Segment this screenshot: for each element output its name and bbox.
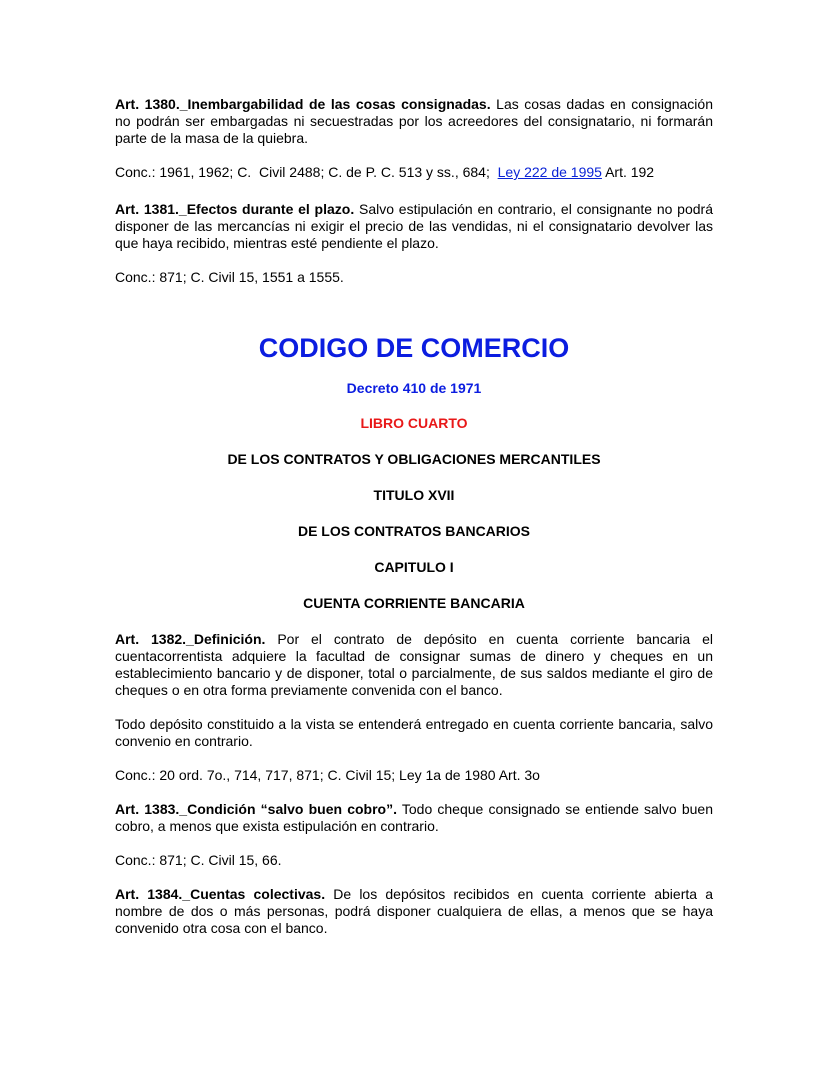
book-heading: LIBRO CUARTO [360, 415, 468, 431]
concordance-text: Conc.: 1961, 1962; C. Civil 2488; C. de P. C. 513 y ss., 684; [115, 164, 498, 180]
article-1380 [115, 96, 713, 147]
article-1380-body: Las cosas dadas en consignación no podrán ser embargadas ni secuestradas por los acreedores del consignatario, ni formarán parte de la masa de la quiebra. [115, 96, 713, 146]
title-number: TITULO XVII [373, 487, 455, 503]
article-1381 [115, 201, 713, 252]
article-1381-title: Art. 1381._Efectos durante el plazo. [115, 201, 355, 217]
article-1382-paragraph-2: Todo depósito constituido a la vista se entenderá entregado en cuenta corriente bancaria, salvo convenio en contrario. [115, 716, 713, 749]
ley-222-link[interactable]: Ley 222 de 1995 [497, 164, 602, 180]
article-1382-title: Art. 1382._Definición. [115, 631, 266, 647]
article-1384-title: Art. 1384._Cuentas colectivas. [115, 886, 326, 902]
article-1380-concordance [115, 164, 713, 181]
article-1384 [115, 886, 713, 937]
document-page [115, 96, 713, 937]
article-1383-body: Todo cheque consignado se entiende salvo buen cobro, a menos que exista estipulación en contrario. [115, 801, 713, 834]
concordance-suffix: Art. 192 [601, 164, 655, 180]
article-1384-body: De los depósitos recibidos en cuenta corriente abierta a nombre de dos o más personas, podrá disponer cualquiera de ellas, a menos que se haya convenido otra cosa con el banco. [115, 886, 713, 936]
article-1380-title: Art. 1380._Inembargabilidad de las cosas consignadas. [115, 96, 491, 112]
chapter-number: CAPITULO I [374, 559, 454, 575]
article-1382-body: Por el contrato de depósito en cuenta corriente bancaria el cuentacorrentista adquiere la facultad de consignar sumas de dinero y cheques en un establecimiento bancario y de disponer, total o parcialmente, de sus saldos mediante el giro de cheques o en otra forma previamente convenida con el banco. [115, 631, 713, 698]
article-1383-title: Art. 1383._Condición “salvo buen cobro”. [115, 801, 397, 817]
decree-subtitle: Decreto 410 de 1971 [346, 380, 482, 396]
article-1383-concordance: Conc.: 871; C. Civil 15, 66. [115, 852, 282, 868]
article-1382 [115, 631, 713, 699]
article-1381-concordance: Conc.: 871; C. Civil 15, 1551 a 1555. [115, 269, 344, 285]
main-title: CODIGO DE COMERCIO [258, 333, 570, 363]
title-name: DE LOS CONTRATOS BANCARIOS [297, 523, 531, 539]
section-heading: DE LOS CONTRATOS Y OBLIGACIONES MERCANTILES [227, 451, 601, 467]
chapter-name: CUENTA CORRIENTE BANCARIA [303, 595, 525, 611]
article-1381-body: Salvo estipulación en contrario, el consignante no podrá disponer de las mercancías ni exigir el precio de las vendidas, ni el consignatario devolver las que haya recibido, mientras esté pendiente el plazo. [115, 201, 713, 251]
article-1382-concordance: Conc.: 20 ord. 7o., 714, 717, 871; C. Civil 15; Ley 1a de 1980 Art. 3o [115, 767, 540, 783]
article-1383 [115, 801, 713, 835]
